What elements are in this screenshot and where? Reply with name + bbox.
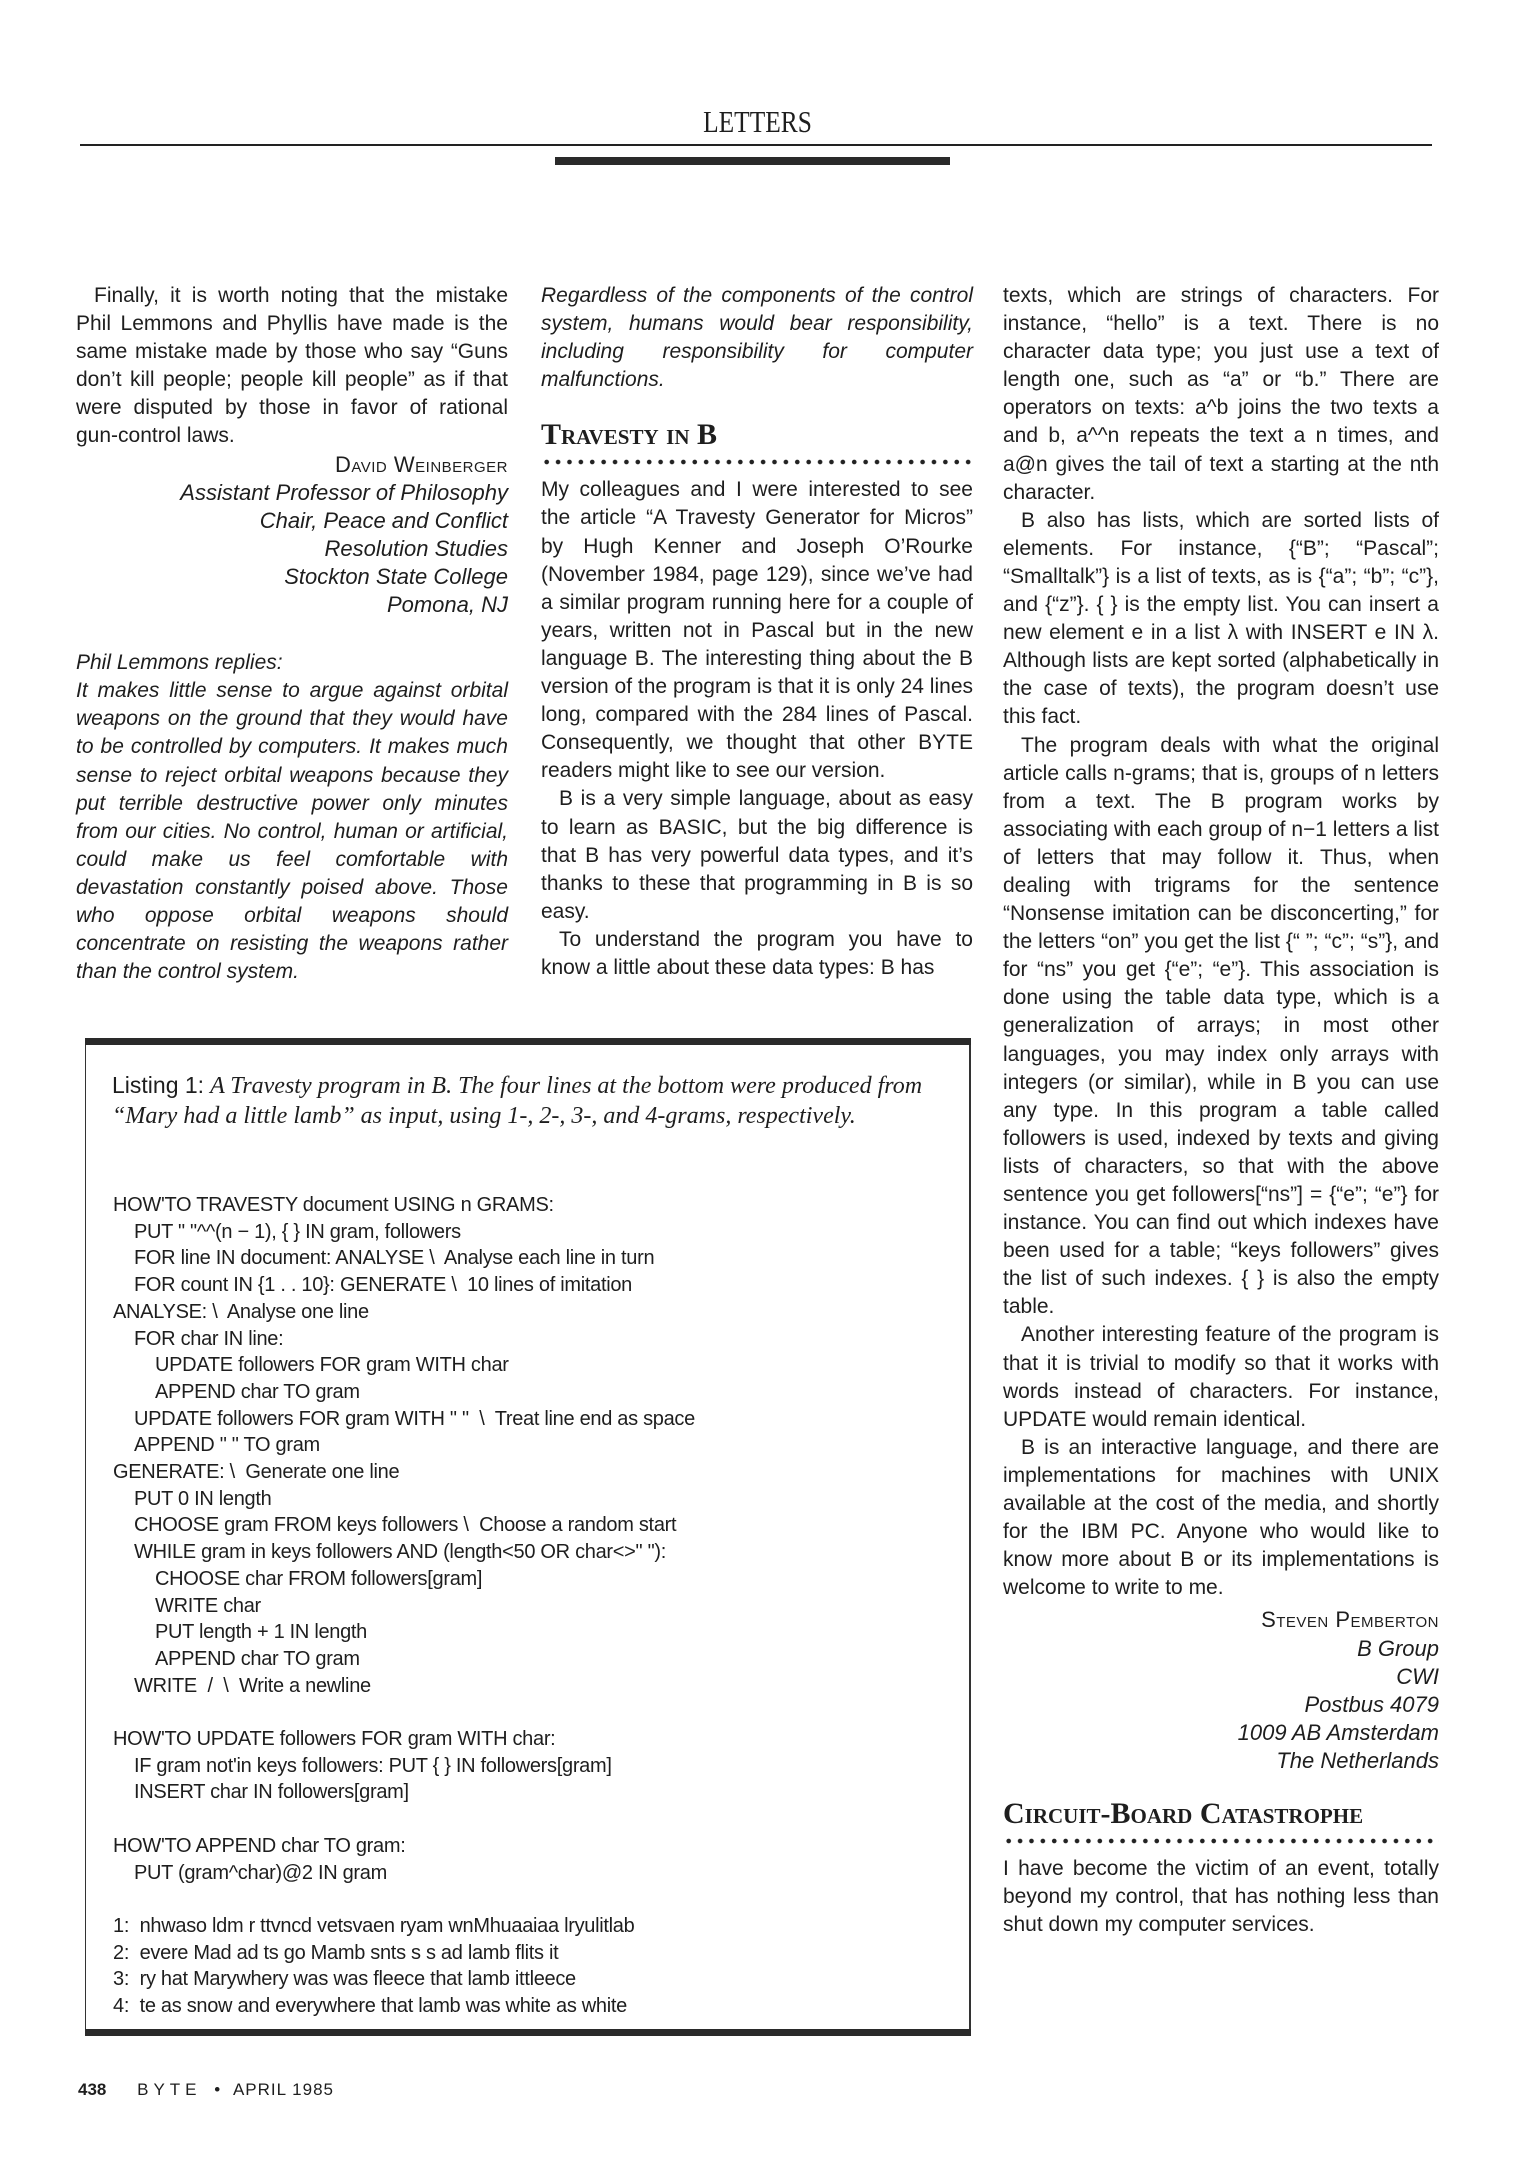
reply-paragraph-continued: Regardless of the components of the control system, humans would bear responsibility, including responsibility for computer malfunctions.: [541, 284, 973, 392]
issue-date: APRIL 1985: [232, 2080, 334, 2099]
header-rule: [80, 144, 1432, 146]
signature-line: B Group: [1357, 1635, 1439, 1661]
listing-label: Listing 1:: [112, 1072, 205, 1098]
code-line: WRITE char: [155, 1594, 261, 1617]
code-line: WRITE / \ Write a newline: [134, 1674, 371, 1697]
letter-paragraph: Another interesting feature of the program is that it is trivial to modify so that it works with words instead of characters. For instance, UPDATE would remain identical.: [1003, 1323, 1439, 1431]
code-line: 4: te as snow and everywhere that lamb was white as white: [113, 1995, 627, 2018]
letter-paragraph: I have become the victim of an event, totally beyond my control, that has nothing less than shut down my computer services.: [1003, 1856, 1439, 1937]
signature-line: Assistant Professor of Philosophy: [180, 479, 508, 505]
code-line: PUT (gram^char)@2 IN gram: [134, 1861, 387, 1884]
header-bar: [555, 157, 950, 165]
code-blank-line: [113, 1699, 695, 1726]
signature-line: Stockton State College: [284, 563, 508, 589]
listing-caption-text: A Travesty program in B. The four lines at the bottom were produced from “Mary had a little lamb” as input, using 1-, 2-, 3-, and 4-grams, respectively.: [112, 1073, 923, 1129]
code-line: ANALYSE: \ Analyse one line: [113, 1300, 369, 1323]
footer-separator: •: [214, 2080, 221, 2099]
code-line: UPDATE followers FOR gram WITH " " \ Treat line end as space: [134, 1407, 695, 1430]
reply-paragraph: It makes little sense to argue against orbital weapons on the ground that they would have to be controlled by computers. It makes much sense to reject orbital weapons because they put terrible destructive power only minutes from our cities. No control, human or artificial, could make us feel comfortable with devastation constantly poised above. Those who oppose orbital weapons should concentrate on resisting the weapons rather than the control system.: [76, 679, 508, 984]
letter-paragraph: texts, which are strings of characters. For instance, “hello” is a text. There is no character data type; you just use a text of length one, such as “a” or “b.” There are operators on texts: a^b joins the two texts a and b, a^^n repeats the text a n times, and a@n gives the tail of text a starting at the nth character.: [1003, 284, 1439, 504]
code-line: INSERT char IN followers[gram]: [134, 1781, 409, 1804]
letter-signature: [76, 451, 508, 620]
code-line: GENERATE: \ Generate one line: [113, 1461, 400, 1484]
letter-paragraph: My colleagues and I were interested to see the article “A Travesty Generator for Micros” by Hugh Kenner and Joseph O’Rourke (November 1984, page 129), since we’ve had a similar program running here for a couple of years, written not in Pascal but in the new language B. The interesting thing about the B version of the program is that it is only 24 lines long, compared with the 284 lines of Pascal. Consequently, we thought that other BYTE readers might like to see our version.: [541, 478, 973, 783]
dotted-divider: [541, 458, 973, 466]
code-line: 3: ry hat Marywhery was was fleece that lamb ittleece: [113, 1968, 576, 1991]
letter-signature: [1003, 1606, 1439, 1775]
magazine-name: BYTE: [137, 2080, 202, 2099]
page-footer: [78, 2080, 334, 2100]
signature-line: The Netherlands: [1276, 1747, 1439, 1773]
letter-paragraph: To understand the program you have to know a little about these data types: B has: [541, 927, 973, 979]
code-line: CHOOSE gram FROM keys followers \ Choose a random start: [134, 1514, 677, 1537]
signature-line: Pomona, NJ: [386, 592, 508, 618]
code-line: WHILE gram in keys followers AND (length<50 OR char<>" "):: [134, 1541, 667, 1564]
signature-line: Chair, Peace and Conflict: [259, 507, 508, 533]
code-line: 1: nhwaso ldm r ttvncd vetsvaen ryam wnMhuaaiaa lryulitlab: [113, 1914, 635, 1937]
code-line: UPDATE followers FOR gram WITH char: [155, 1354, 509, 1377]
page-number: 438: [78, 2080, 107, 2099]
code-line: 2: evere Mad ad ts go Mamb snts s s ad lamb flits it: [113, 1941, 559, 1964]
signature-line: 1009 AB Amsterdam: [1237, 1719, 1439, 1745]
letter-paragraph: The program deals with what the original article calls n-grams; that is, groups of n letters from a text. The B program works by associating with each group of n−1 letters a list of letters that may follow it. Thus, when dealing with trigrams for the sentence “Nonsense imitation can be disconcerting,” for the letters “on” you get the list {“ ”; “c”; “s”}, and for “ns” you get {“e”; “e”}. This association is done using the table data type, which is a generalization of arrays; in most other languages, you may index only arrays with integers (or similar), while in B you can use any type. In this program a table called followers is used, indexed by texts and giving lists of characters, so that with the above sentence you get followers[“ns”] = {“e”; “e”} for instance. You can find out which indexes have been used for a table; “keys followers” gives the list of such indexes. { } is also the empty table.: [1003, 733, 1439, 1319]
column-2: [541, 282, 973, 982]
code-line: HOW'TO TRAVESTY document USING n GRAMS:: [113, 1194, 554, 1216]
code-line: APPEND char TO gram: [155, 1380, 360, 1403]
dotted-divider: [1003, 1837, 1439, 1845]
signature-line: Postbus 4079: [1304, 1691, 1439, 1717]
code-line: HOW'TO UPDATE followers FOR gram WITH char:: [113, 1728, 556, 1751]
signature-name: Steven Pemberton: [1261, 1607, 1439, 1633]
code-line: FOR line IN document: ANALYSE \ Analyse each line in turn: [134, 1247, 655, 1270]
section-title: LETTERS: [703, 104, 812, 139]
code-blank-line: [113, 1806, 695, 1833]
code-listing: [113, 1192, 695, 2020]
code-line: IF gram not'in keys followers: PUT { } IN followers[gram]: [134, 1754, 612, 1777]
code-line: HOW'TO APPEND char TO gram:: [113, 1834, 406, 1857]
code-line: FOR count IN {1 . . 10}: GENERATE \ 10 lines of imitation: [134, 1274, 633, 1297]
code-line: PUT 0 IN length: [134, 1487, 272, 1510]
code-line: PUT " "^^(n − 1), { } IN gram, followers: [134, 1220, 461, 1243]
signature-line: Resolution Studies: [324, 535, 508, 561]
signature-line: CWI: [1396, 1663, 1439, 1689]
code-line: PUT length + 1 IN length: [155, 1621, 368, 1644]
article-heading: Travesty in B: [541, 418, 718, 452]
code-line: CHOOSE char FROM followers[gram]: [155, 1567, 483, 1590]
column-1: [76, 282, 508, 986]
listing-box: [85, 1038, 971, 2036]
signature-name: David Weinberger: [334, 451, 508, 477]
code-line: FOR char IN line:: [134, 1327, 284, 1350]
code-line: APPEND " " TO gram: [134, 1434, 320, 1457]
code-line: APPEND char TO gram: [155, 1647, 360, 1670]
code-blank-line: [113, 1886, 695, 1913]
column-3: [1003, 282, 1439, 1939]
letter-paragraph: B is a very simple language, about as easy to learn as BASIC, but the big difference is that B has very powerful data types, and it’s thanks to these that programming in B is so easy.: [541, 787, 973, 923]
letter-paragraph: B also has lists, which are sorted lists of elements. For instance, {“B”; “Pascal”; “Smalltalk”} is a list of texts, as is {“a”; “b”; “c”}, and {“z”}. { } is the empty list. You can insert a new element e in a list λ with INSERT e IN λ. Although lists are kept sorted (alphabetically in the case of texts), the program doesn’t use this fact.: [1003, 508, 1439, 729]
letter-paragraph: Finally, it is worth noting that the mistake Phil Lemmons and Phyllis have made is the same mistake made by those who say “Guns don’t kill people; people kill people” as if that were disputed by those in favor of rational gun-control laws.: [76, 284, 508, 448]
listing-caption: [112, 1070, 942, 1131]
article-heading: Circuit-Board Catastrophe: [1003, 1796, 1364, 1830]
letter-paragraph: B is an interactive language, and there are implementations for machines with UNIX available at the cost of the media, and shortly for the IBM PC. Anyone who would like to know more about B or its implementations is welcome to write to me.: [1003, 1435, 1439, 1600]
reply-label: Phil Lemmons replies:: [76, 651, 283, 675]
